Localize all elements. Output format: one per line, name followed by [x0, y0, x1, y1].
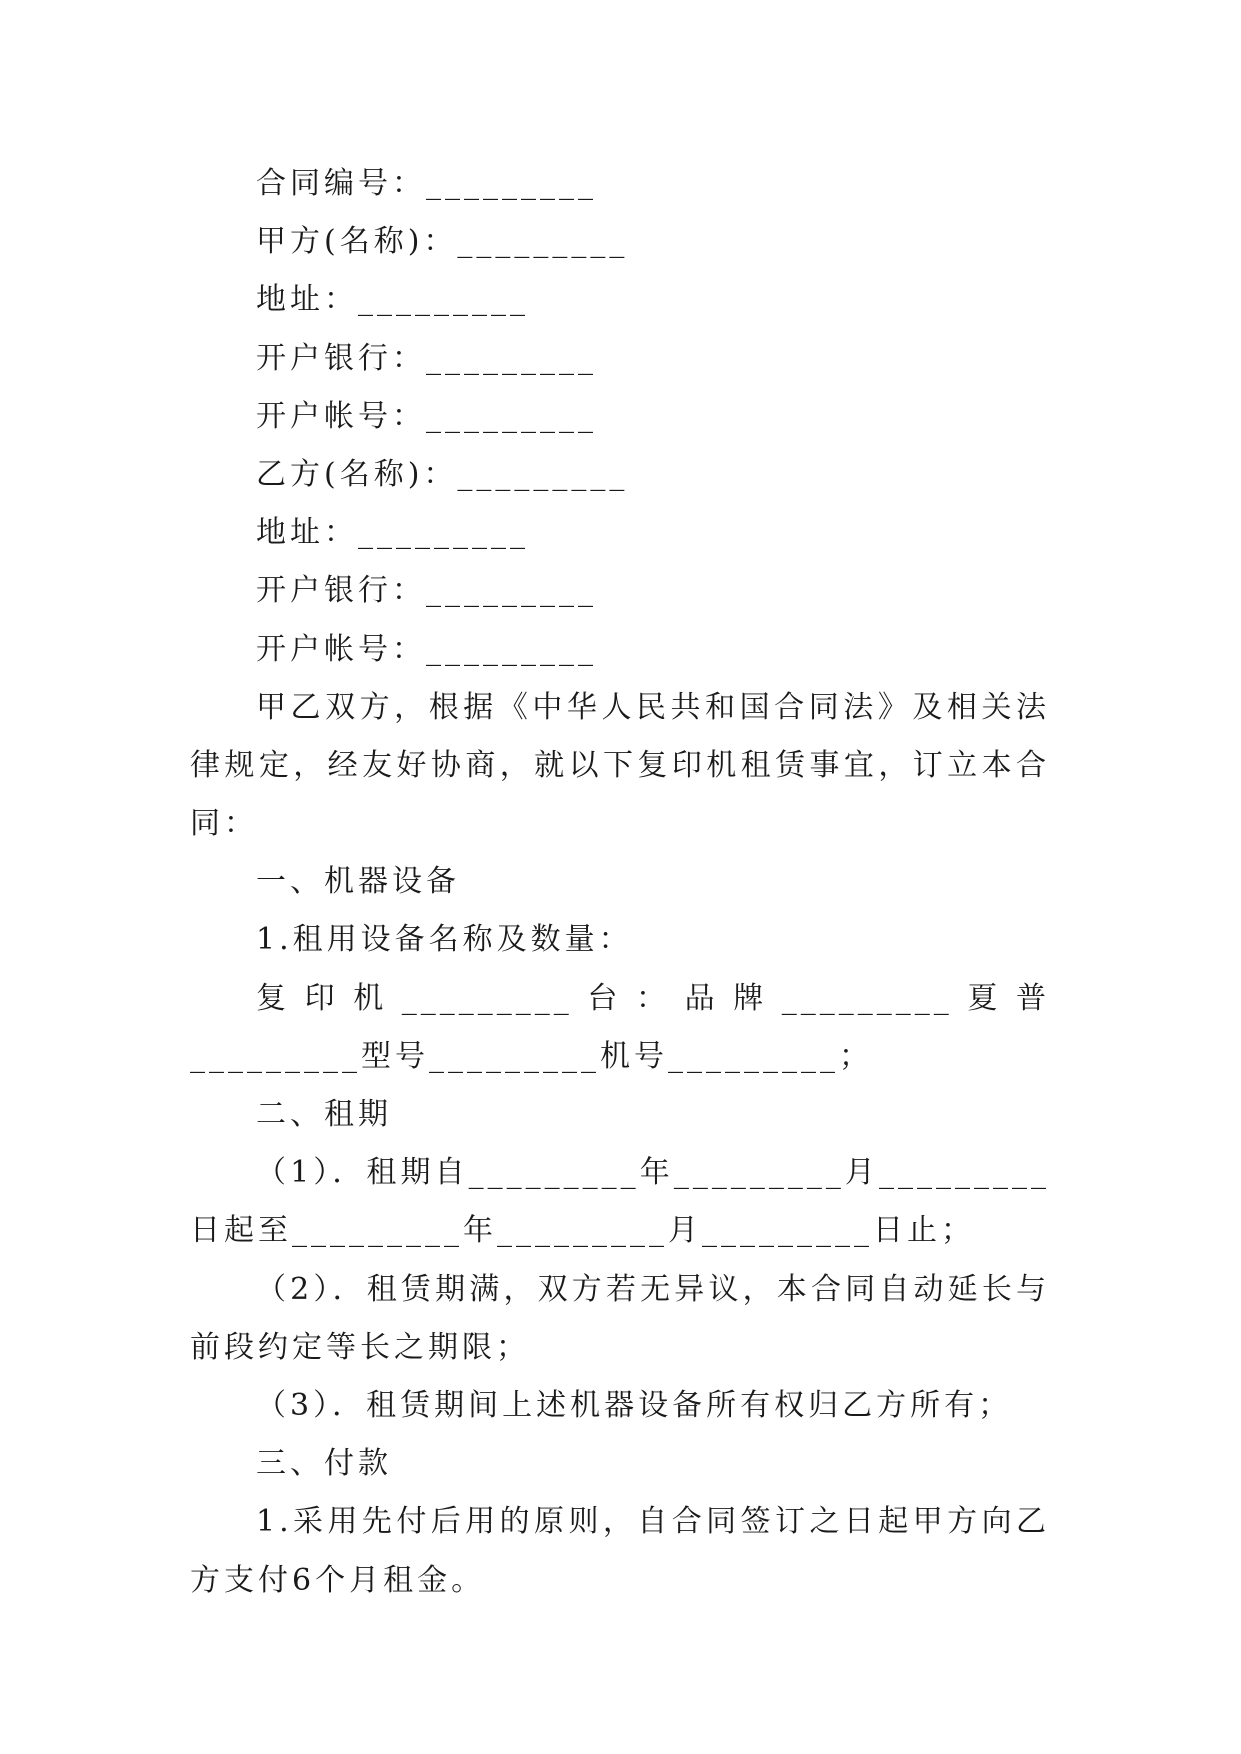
party-a-bank-field: 开户银行：_________ — [256, 340, 597, 376]
party-a-address-field: 地址：_________ — [256, 282, 529, 318]
payment-clause-1: 1.采用先付后用的原则，自合同签订之日起甲方向乙方支付6个月租金。 — [190, 1504, 1050, 1598]
party-b-name-field: 乙方(名称)：_________ — [256, 456, 629, 492]
contract-page — [190, 155, 1050, 1610]
section-2-heading: 二、租期 — [256, 1097, 392, 1133]
intro-paragraph: 甲乙双方，根据《中华人民共和国合同法》及相关法律规定，经友好协商，就以下复印机租赁事宜，订立本合同： — [190, 689, 1050, 842]
contract-number-field: 合同编号：_________ — [256, 166, 597, 201]
equipment-detail-paragraph: 复印机_________台：品牌_________夏普_________型号_________机号_________； — [190, 980, 1050, 1074]
party-b-address-field: 地址：_________ — [256, 515, 529, 551]
lease-term-clause-3: （3）．租赁期间上述机器设备所有权归乙方所有； — [256, 1388, 1013, 1424]
lease-term-clause-2: （2）．租赁期满，双方若无异议，本合同自动延长与前段约定等长之期限； — [190, 1271, 1050, 1365]
section-1-heading: 一、机器设备 — [256, 864, 460, 900]
section-3-heading: 三、付款 — [256, 1446, 392, 1482]
party-b-bank-field: 开户银行：_________ — [256, 573, 597, 609]
party-b-account-field: 开户帐号：_________ — [256, 631, 597, 667]
party-a-account-field: 开户帐号：_________ — [256, 398, 597, 434]
party-a-name-field: 甲方(名称)：_________ — [256, 224, 629, 260]
lease-term-clause-1: （1）．租期自_________年_________月_________日起至_________年_________月_________日止； — [190, 1155, 1050, 1249]
equipment-list-label: 1.租用设备名称及数量： — [256, 922, 633, 958]
